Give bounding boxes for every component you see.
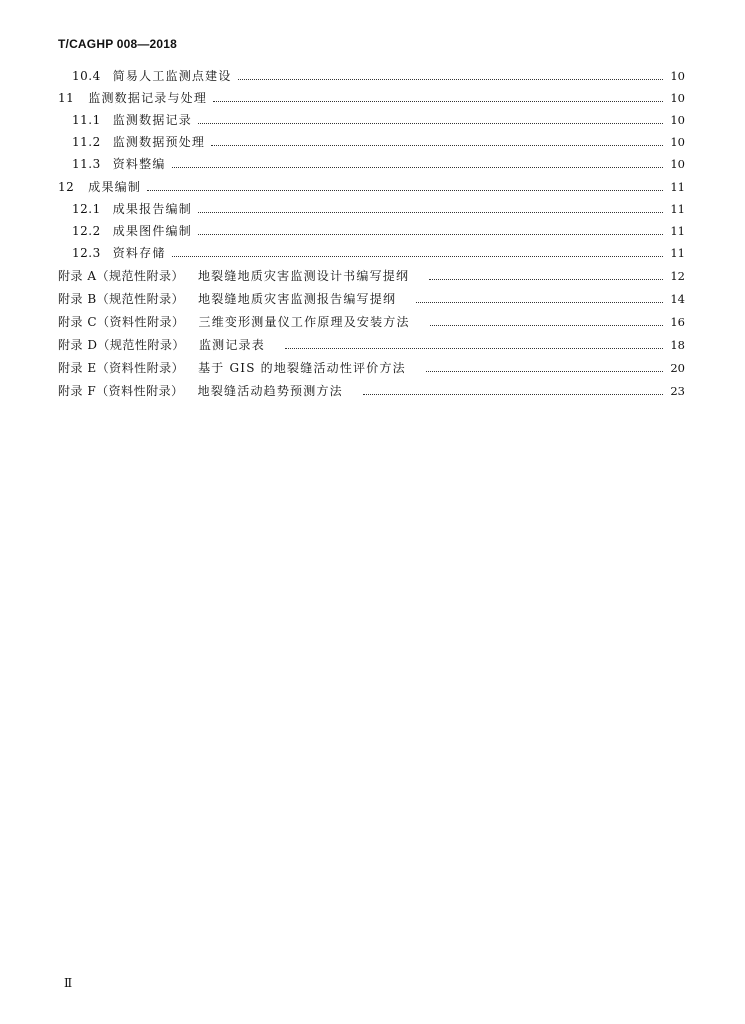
toc-entry-page: 20 [670, 361, 685, 375]
toc-entry-page: 23 [670, 384, 685, 398]
toc-entry-number: 10.4 [72, 69, 101, 83]
toc-entry-number: 11.2 [72, 135, 101, 149]
toc-entry[interactable] [72, 199, 685, 217]
toc-entry-page: 11 [670, 202, 685, 216]
toc-leader [172, 256, 663, 257]
standard-code: T/CAGHP 008—2018 [58, 37, 178, 51]
toc-leader [416, 302, 663, 303]
toc-entry-title: 资料存储 [112, 246, 166, 260]
toc-entry-title: 地裂缝活动趋势预测方法 [197, 384, 343, 398]
toc-entry-title: 成果图件编制 [112, 224, 192, 238]
toc-entry-number: 12 [58, 180, 75, 194]
toc-leader [363, 394, 663, 395]
toc-entry-page: 10 [670, 91, 685, 105]
toc-entry-page: 18 [670, 338, 685, 352]
toc-entry-number: 12.3 [72, 246, 101, 260]
toc-entry-title: 资料整编 [112, 157, 166, 171]
toc-leader [147, 190, 663, 191]
toc-entry-title: 三维变形测量仪工作原理及安装方法 [198, 315, 410, 329]
toc-entry-title: 监测记录表 [198, 338, 265, 352]
toc-entry[interactable] [72, 154, 685, 172]
toc-leader [213, 101, 663, 102]
toc-entry[interactable] [58, 312, 685, 330]
toc-entry-page: 11 [670, 180, 685, 194]
toc-entry-page: 12 [670, 269, 685, 283]
page-number: Ⅱ [64, 976, 73, 990]
toc-entry-page: 10 [670, 113, 685, 127]
toc-entry-title: 监测数据记录 [112, 113, 192, 127]
toc-leader [430, 325, 663, 326]
toc-entry[interactable] [58, 177, 685, 195]
toc-entry-page: 14 [670, 292, 685, 306]
toc-entry-number: 11.3 [72, 157, 101, 171]
toc-leader [198, 123, 663, 124]
toc-entry-number: 12.1 [72, 202, 101, 216]
toc-entry[interactable] [58, 88, 685, 106]
toc-entry[interactable] [58, 266, 685, 284]
toc-entry-title: 简易人工监测点建设 [112, 69, 232, 83]
toc-entry[interactable] [58, 335, 685, 353]
toc-entry-number: 11 [58, 91, 75, 105]
toc-entry-title: 成果报告编制 [112, 202, 192, 216]
toc-leader [211, 145, 663, 146]
toc-entry[interactable] [72, 132, 685, 150]
toc-leader [426, 371, 663, 372]
toc-entry[interactable] [58, 381, 685, 399]
toc-entry-number: 附录 F（资料性附录） [58, 384, 184, 398]
toc-entry-number: 附录 E（资料性附录） [58, 361, 185, 375]
toc-entry-title: 监测数据记录与处理 [88, 91, 208, 105]
toc-entry[interactable] [72, 66, 685, 84]
toc-entry-number: 附录 B（规范性附录） [58, 292, 185, 306]
toc-entry-number: 附录 A（规范性附录） [58, 269, 184, 283]
toc-entry-page: 11 [670, 246, 685, 260]
toc-entry-title: 监测数据预处理 [112, 135, 206, 149]
toc-entry[interactable] [58, 358, 685, 376]
toc-entry-page: 10 [670, 69, 685, 83]
toc-leader [172, 167, 663, 168]
toc-entry-title: 基于 GIS 的地裂缝活动性评价方法 [198, 361, 406, 375]
toc-leader [429, 279, 663, 280]
toc-entry[interactable] [72, 221, 685, 239]
toc-entry-title: 地裂缝地质灾害监测报告编写提纲 [198, 292, 397, 306]
toc-entry-title: 地裂缝地质灾害监测设计书编写提纲 [197, 269, 410, 283]
toc-entry-title: 成果编制 [88, 180, 142, 194]
toc-entry-page: 10 [670, 157, 685, 171]
toc-entry[interactable] [72, 243, 685, 261]
toc-leader [198, 234, 663, 235]
toc-leader [285, 348, 663, 349]
toc-entry-number: 11.1 [72, 113, 101, 127]
toc-entry-number: 附录 D（规范性附录） [58, 338, 185, 352]
toc-entry-page: 16 [670, 315, 685, 329]
toc-leader [198, 212, 663, 213]
toc-entry-number: 附录 C（资料性附录） [58, 315, 185, 329]
toc-entry[interactable] [72, 110, 685, 128]
toc-entry[interactable] [58, 289, 685, 307]
toc-entry-page: 11 [670, 224, 685, 238]
toc-entry-page: 10 [670, 135, 685, 149]
toc-entry-number: 12.2 [72, 224, 101, 238]
toc-leader [238, 79, 663, 80]
